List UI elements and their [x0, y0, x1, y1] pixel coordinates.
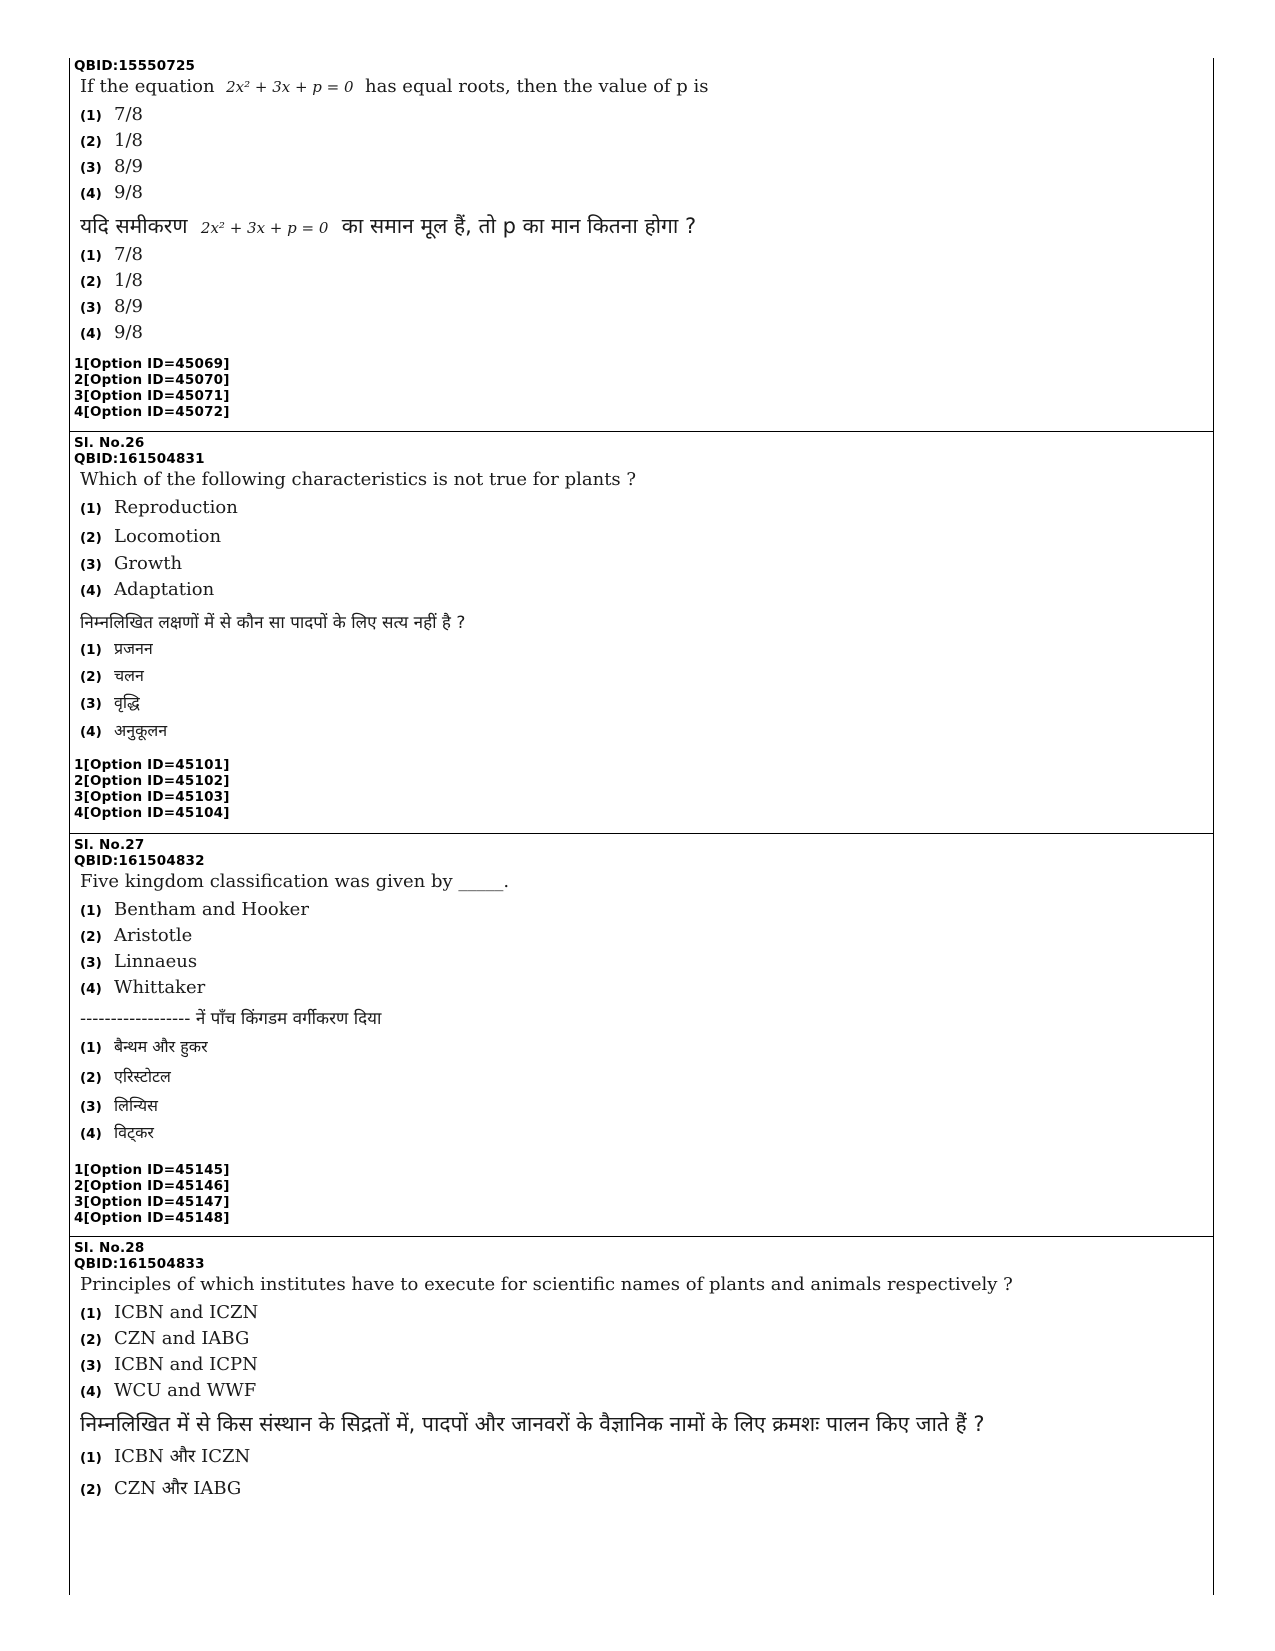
option [80, 664, 1213, 691]
question-paper-page [69, 58, 1214, 1595]
option [80, 497, 1213, 526]
serial-number: Sl. No.27 [74, 837, 145, 853]
option-number: (2) [80, 1482, 102, 1498]
qbid: QBID:161504831 [74, 451, 205, 467]
options-en [74, 899, 1213, 1003]
option-text: WCU and WWF [114, 1380, 257, 1401]
option-text: 7/8 [114, 244, 143, 265]
option-text: चलन [114, 666, 144, 685]
option [80, 1035, 1213, 1065]
serial-number: Sl. No.28 [74, 1240, 145, 1256]
option [80, 977, 1213, 1003]
option-text: Aristotle [114, 925, 193, 946]
option-number: (1) [80, 642, 102, 658]
option-number: (1) [80, 903, 102, 919]
option-number: (2) [80, 530, 102, 546]
question-text-en: Which of the following characteristics is not true for plants ? [80, 469, 637, 490]
question-block-28 [70, 1236, 1213, 1591]
options-en [74, 1302, 1213, 1406]
option-ids [74, 1162, 1213, 1226]
option-text: Locomotion [114, 526, 222, 547]
option-id: 4[Option ID=45072] [74, 404, 230, 420]
question-text-en: Principles of which institutes have to execute for scientific names of plants and animals respectively ? [80, 1274, 1013, 1295]
option-number: (3) [80, 300, 102, 316]
option-text: Bentham and Hooker [114, 899, 309, 920]
option-id: 4[Option ID=45148] [74, 1210, 230, 1226]
option-text: 1/8 [114, 130, 143, 151]
option-number: (3) [80, 955, 102, 971]
option-number: (1) [80, 1040, 102, 1056]
option-text: 9/8 [114, 182, 143, 203]
option-number: (2) [80, 274, 102, 290]
question-block-25 [70, 58, 1213, 431]
question-text-en: Five kingdom classification was given by _____. [80, 871, 510, 892]
options-en [74, 104, 1213, 208]
option [80, 526, 1213, 553]
option [80, 1444, 1213, 1476]
option-text: 9/8 [114, 322, 143, 343]
option-number: (2) [80, 669, 102, 685]
option-number: (4) [80, 583, 102, 599]
option-number: (1) [80, 1306, 102, 1322]
option-number: (4) [80, 1126, 102, 1142]
option [80, 719, 1213, 747]
option-id: 2[Option ID=45146] [74, 1178, 230, 1194]
equation: 2x² + 3x + p = 0 [226, 78, 354, 96]
option-number: (3) [80, 1358, 102, 1374]
option-id: 1[Option ID=45069] [74, 356, 230, 372]
option-text: Adaptation [114, 579, 215, 600]
question-block-27 [70, 833, 1213, 1236]
option-text: 8/9 [114, 296, 143, 317]
option-number: (4) [80, 1384, 102, 1400]
option-text: अनुकूलन [114, 721, 168, 740]
option-number: (2) [80, 1332, 102, 1348]
option-id: 3[Option ID=45071] [74, 388, 230, 404]
qbid: QBID:161504832 [74, 853, 205, 869]
question-block-26 [70, 431, 1213, 833]
option [80, 322, 1213, 348]
option [80, 244, 1213, 270]
option-text: Reproduction [114, 497, 238, 518]
option-number: (4) [80, 186, 102, 202]
option [80, 1328, 1213, 1354]
option-number: (1) [80, 1450, 102, 1466]
option-text: बैन्थम और हुकर [114, 1037, 208, 1056]
option-number: (1) [80, 501, 102, 517]
option-text: वृद्धि [114, 693, 140, 712]
option-number: (2) [80, 1070, 102, 1086]
option-id: 3[Option ID=45147] [74, 1194, 230, 1210]
option-text: 7/8 [114, 104, 143, 125]
option [80, 156, 1213, 182]
question-text-en [80, 76, 1213, 98]
option-number: (1) [80, 108, 102, 124]
option-number: (4) [80, 981, 102, 997]
option [80, 553, 1213, 579]
question-text-hi-pre: यदि समीकरण [80, 214, 188, 238]
question-text-hi [80, 214, 1213, 240]
option [80, 637, 1213, 664]
question-text-post: has equal roots, then the value of p is [365, 76, 709, 97]
option [80, 899, 1213, 925]
question-text-pre: If the equation [80, 76, 215, 97]
option-number: (2) [80, 134, 102, 150]
options-hi [74, 637, 1213, 747]
question-text-hi: ------------------ नें पाँच किंगडम वर्गीकरण दिया [80, 1009, 382, 1029]
option [80, 691, 1213, 719]
option [80, 1065, 1213, 1094]
option-number: (3) [80, 160, 102, 176]
option-number: (3) [80, 1099, 102, 1115]
option [80, 1354, 1213, 1380]
qbid: QBID:15550725 [74, 58, 196, 74]
option [80, 951, 1213, 977]
option [80, 1302, 1213, 1328]
option-text: एरिस्टोटल [114, 1067, 171, 1086]
option-id: 3[Option ID=45103] [74, 789, 230, 805]
option-text: ICBN and ICPN [114, 1354, 258, 1375]
options-en [74, 497, 1213, 605]
option [80, 104, 1213, 130]
option-ids [74, 356, 1213, 420]
option [80, 182, 1213, 208]
options-hi [74, 1035, 1213, 1148]
option-id: 1[Option ID=45145] [74, 1162, 230, 1178]
option-text: Growth [114, 553, 183, 574]
option [80, 270, 1213, 296]
option [80, 1380, 1213, 1406]
option-number: (1) [80, 248, 102, 264]
option-text: CZN and IABG [114, 1328, 250, 1349]
question-text-hi: निम्नलिखित लक्षणों में से कौन सा पादपों के लिए सत्य नहीं है ? [80, 613, 466, 633]
option-text: ICBN और ICZN [114, 1446, 251, 1467]
equation: 2x² + 3x + p = 0 [200, 219, 329, 237]
option [80, 130, 1213, 156]
option-text: प्रजनन [114, 639, 153, 658]
option-text: CZN और IABG [114, 1478, 242, 1499]
option-number: (3) [80, 696, 102, 712]
option-number: (2) [80, 929, 102, 945]
option-text: Linnaeus [114, 951, 198, 972]
options-hi [74, 244, 1213, 348]
option-text: 8/9 [114, 156, 143, 177]
option-ids [74, 757, 1213, 821]
option [80, 1476, 1213, 1508]
option-text: लिन्यिस [114, 1096, 158, 1115]
serial-number: Sl. No.26 [74, 435, 145, 451]
option [80, 579, 1213, 605]
option-number: (4) [80, 724, 102, 740]
option-number: (4) [80, 326, 102, 342]
question-text-hi-post: का समान मूल हैं, तो p का मान कितना होगा ? [341, 214, 697, 238]
option-text: 1/8 [114, 270, 143, 291]
option-id: 4[Option ID=45104] [74, 805, 230, 821]
option-number: (3) [80, 557, 102, 573]
option-id: 2[Option ID=45102] [74, 773, 230, 789]
option-id: 1[Option ID=45101] [74, 757, 230, 773]
option [80, 1094, 1213, 1121]
option-text: Whittaker [114, 977, 206, 998]
option [80, 296, 1213, 322]
option [80, 925, 1213, 951]
option-id: 2[Option ID=45070] [74, 372, 230, 388]
option-text: ICBN and ICZN [114, 1302, 259, 1323]
qbid: QBID:161504833 [74, 1256, 205, 1272]
option [80, 1121, 1213, 1148]
question-text-hi: निम्नलिखित में से किस संस्थान के सिद्रतों में, पादपों और जानवरों के वैज्ञानिक नामों के लिए क्रमशः पालन किए जाते हैं ? [80, 1412, 985, 1436]
option-text: विट्कर [114, 1123, 154, 1142]
options-hi [74, 1444, 1213, 1508]
